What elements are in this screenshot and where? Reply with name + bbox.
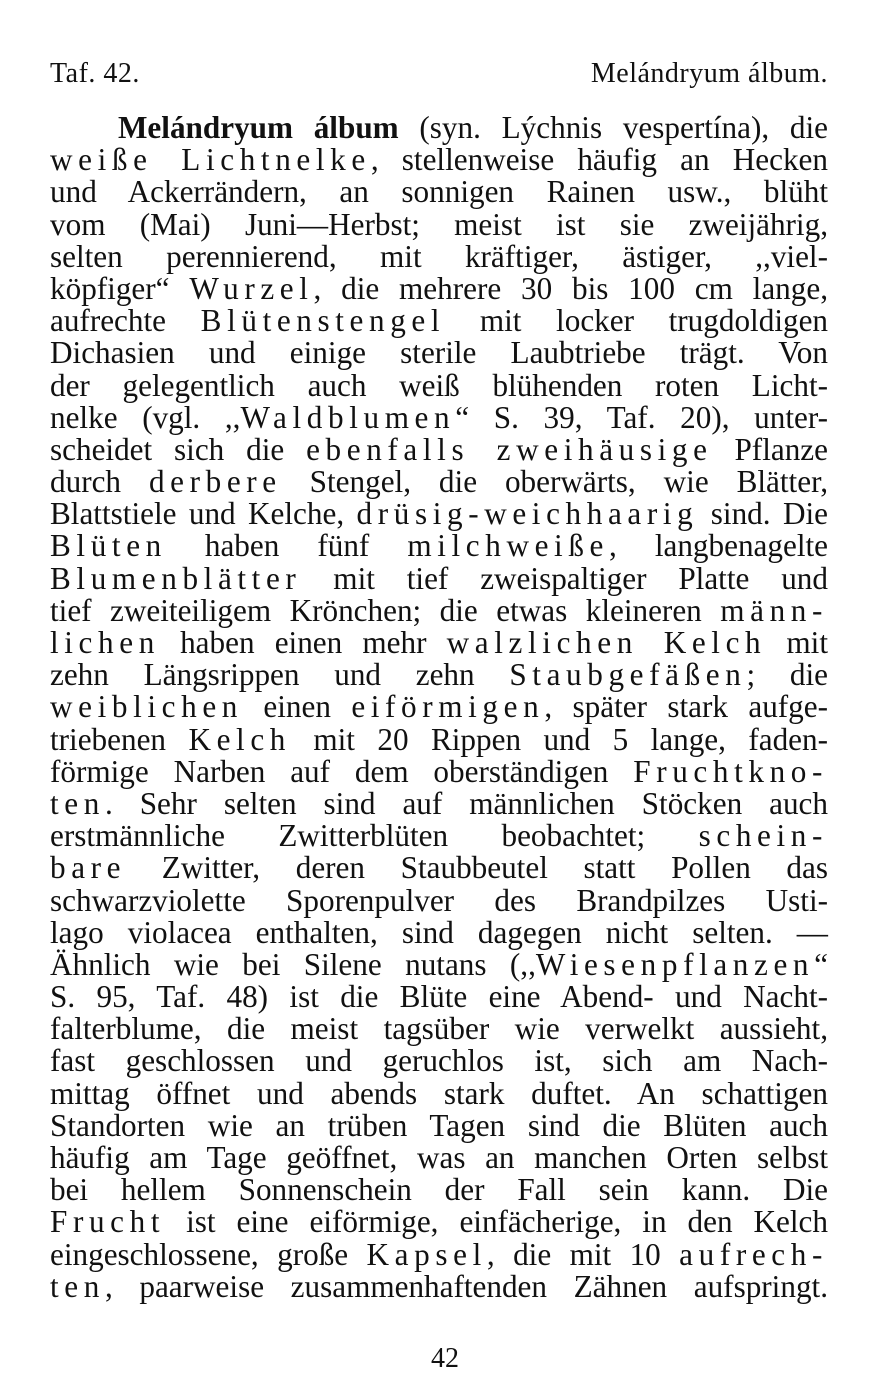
page-number: 42 [431, 1343, 459, 1374]
text-line: triebenen Kelch mit 20 Rippen und 5 lange, faden- [50, 721, 828, 757]
text-line: vom (Mai) Juni—Herbst; meist ist sie zweijährig, [50, 206, 828, 242]
text-line: weiblichen einen eiförmigen, später stark aufge- [50, 689, 828, 725]
text-line: durch derbere Stengel, die oberwärts, wie Blätter, [50, 464, 829, 500]
text-line: tief zweiteiligem Krönchen; die etwas kleineren männ- [50, 592, 828, 628]
text-line: lichen haben einen mehr walzlichen Kelch mit [50, 625, 829, 660]
text-line: Frucht ist eine eiförmige, einfächerige, in den Kelch [50, 1204, 828, 1240]
text-line: Blüten haben fünf milchweiße, langbenagelte [50, 528, 828, 564]
text-line: förmige Narben auf dem oberständigen Fruchtkno- [50, 753, 828, 789]
text-line: falterblume, die meist tagsüber wie verwelkt aussieht, [50, 1011, 828, 1047]
text-line: Blattstiele und Kelche, drüsig-weichhaarig sind. Die [50, 496, 829, 532]
plate-number: Taf. 42. [50, 58, 140, 89]
species-name: Melándryum álbum [118, 110, 399, 145]
text-line: aufrechte Blütenstengel mit locker trugdoldigen [50, 303, 829, 339]
text-line: Blumenblätter mit tief zweispaltiger Platte und [50, 560, 828, 596]
text-line: bare Zwitter, deren Staubbeutel statt Pollen das [50, 850, 828, 886]
text-line: köpfiger“ Wurzel, die mehrere 30 bis 100 cm lange, [50, 270, 828, 306]
text-line: der gelegentlich auch weiß blühenden roten Licht- [50, 367, 828, 403]
text-line: nelke (vgl. ,,Waldblumen“ S. 39, Taf. 20), unter- [50, 399, 829, 435]
text-line: Ähnlich wie bei Silene nutans (,,Wiesenpflanzen“ [50, 946, 828, 982]
text-line: fast geschlossen und geruchlos ist, sich am Nach- [50, 1043, 828, 1079]
text-line: lago violacea enthalten, sind dagegen nicht selten. — [50, 914, 828, 950]
text-line: weiße Lichtnelke, stellenweise häufig an Hecken [50, 142, 828, 178]
text-line: zehn Längsrippen und zehn Staubgefäßen; die [50, 657, 828, 693]
text-line: Dichasien und einige sterile Laubtriebe trägt. Von [50, 335, 828, 371]
text-line: erstmännliche Zwitterblüten beobachtet; schein- [50, 818, 828, 854]
text-line: Standorten wie an trüben Tagen sind die Blüten auch [50, 1107, 828, 1143]
text-line: bei hellem Sonnenschein der Fall sein kann. Die [50, 1172, 828, 1208]
text-line: ten, paarweise zusammenhaftenden Zähnen aufspringt. [50, 1268, 828, 1304]
text-line: eingeschlossene, große Kapsel, die mit 10 aufrech- [50, 1236, 828, 1272]
body-text [50, 112, 828, 1303]
text-line: mittag öffnet und abends stark duftet. An schattigen [50, 1075, 828, 1111]
text-line: selten perennierend, mit kräftiger, ästiger, ,,viel- [50, 238, 828, 274]
text-line: Melándryum álbum (syn. Lýchnis vespertína), die [118, 110, 828, 145]
text-line: und Ackerrändern, an sonnigen Rainen usw., blüht [50, 174, 828, 210]
text-line: häufig am Tage geöffnet, was an manchen Orten selbst [50, 1140, 828, 1175]
text-line: scheidet sich die ebenfalls zweihäusige Pflanze [50, 431, 828, 467]
running-header [50, 58, 828, 90]
text-line: schwarzviolette Sporenpulver des Brandpilzes Usti- [50, 882, 828, 918]
running-title: Melándryum álbum. [590, 58, 828, 89]
text-line: S. 95, Taf. 48) ist die Blüte eine Abend- und Nacht- [50, 979, 828, 1015]
text-line: ten. Sehr selten sind auf männlichen Stöcken auch [50, 785, 828, 821]
